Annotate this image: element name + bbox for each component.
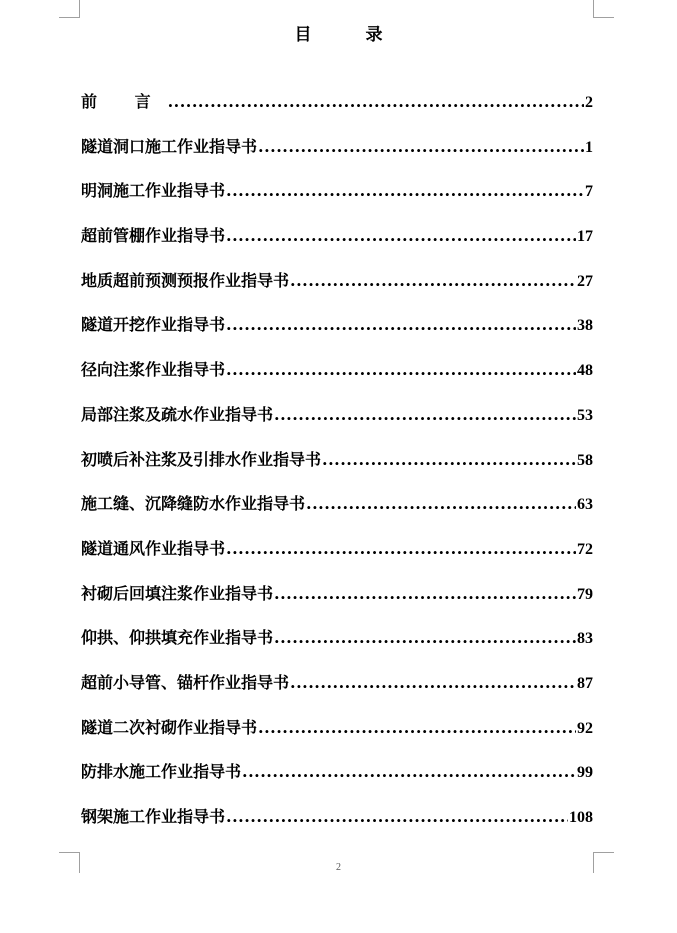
toc-entry-label: 隧道通风作业指导书 [81,538,226,558]
toc-entry[interactable] [81,448,593,493]
toc-dot-leader [226,224,576,248]
toc-entry-label: 仰拱、仰拱填充作业指导书 [81,628,274,648]
toc-entry-page: 1 [585,138,593,156]
toc-entry-label: 防排水施工作业指导书 [81,762,242,782]
toc-entry[interactable] [81,403,593,448]
crop-mark-top-right [593,0,614,18]
toc-dot-leader [322,448,576,472]
toc-dot-leader [306,492,576,516]
toc-entry-label: 隧道二次衬砌作业指导书 [81,717,258,737]
toc-dot-leader [226,313,576,337]
toc-dot-leader [258,135,584,159]
toc-entry-label: 隧道开挖作业指导书 [81,315,226,335]
toc-entry-label: 钢架施工作业指导书 [81,807,226,826]
crop-mark-top-left [59,0,80,18]
toc-entry[interactable] [81,358,593,403]
toc-entry[interactable] [81,805,593,850]
toc-entry-page: 79 [577,585,593,603]
toc-dot-leader [226,537,576,561]
toc-entry-label: 超前小导管、锚杆作业指导书 [81,672,290,692]
toc-entry-label: 超前管棚作业指导书 [81,226,226,246]
toc-entry-page: 17 [577,228,593,246]
toc-entry-page: 72 [577,540,593,558]
toc-entry[interactable] [81,716,593,761]
toc-entry[interactable] [81,492,593,537]
toc-dot-leader [226,358,576,382]
toc-entry-page: 38 [577,317,593,335]
toc-entry[interactable] [81,135,593,180]
toc-entry-page: 87 [577,674,593,692]
toc-entry[interactable] [81,537,593,582]
toc-entry-label: 隧道洞口施工作业指导书 [81,136,258,156]
toc-entry-label: 径向注浆作业指导书 [81,360,226,380]
toc-dot-leader [274,582,576,606]
toc-dot-leader [242,760,576,784]
toc-entry-page: 48 [577,362,593,380]
footer-page-number: 2 [336,862,341,873]
toc-entry[interactable] [81,269,593,314]
toc-entry[interactable] [81,760,593,805]
toc-dot-leader [258,716,576,740]
toc-dot-leader [226,805,568,829]
toc-entry[interactable] [81,224,593,269]
toc-entry-page: 7 [585,183,593,201]
toc-dot-leader [290,269,576,293]
toc-entry-label: 局部注浆及疏水作业指导书 [81,404,274,424]
toc-entry[interactable] [81,582,593,627]
toc-entry-page: 83 [577,630,593,648]
toc-entry-page: 58 [577,451,593,469]
toc-entry-label: 初喷后补注浆及引排水作业指导书 [81,449,322,469]
toc-dot-leader [274,403,576,427]
toc-entry-page: 53 [577,406,593,424]
toc-dot-leader [274,626,576,650]
toc-entry-label: 地质超前预测预报作业指导书 [81,270,290,290]
toc-entry-page: 108 [569,809,593,826]
toc-entry-page: 92 [577,719,593,737]
toc-entry-page: 63 [577,496,593,514]
toc-dot-leader [226,179,584,203]
toc-entry[interactable] [81,626,593,671]
toc-entry-preface[interactable] [81,90,593,135]
toc-entry-page: 99 [577,764,593,782]
toc-entry[interactable] [81,313,593,358]
toc-entry-label: 施工缝、沉降缝防水作业指导书 [81,494,306,514]
toc-entry-label: 明洞施工作业指导书 [81,181,226,201]
toc-entry-page: 2 [585,94,593,111]
table-of-contents [81,90,593,850]
toc-dot-leader [290,671,576,695]
toc-entry-label: 衬砌后回填注浆作业指导书 [81,583,274,603]
toc-entry-label: 前 言 [81,92,167,111]
toc-entry-page: 27 [577,272,593,290]
toc-dot-leader [168,90,584,114]
page-title: 目 录 [294,25,407,45]
toc-entry[interactable] [81,671,593,716]
toc-entry[interactable] [81,179,593,224]
